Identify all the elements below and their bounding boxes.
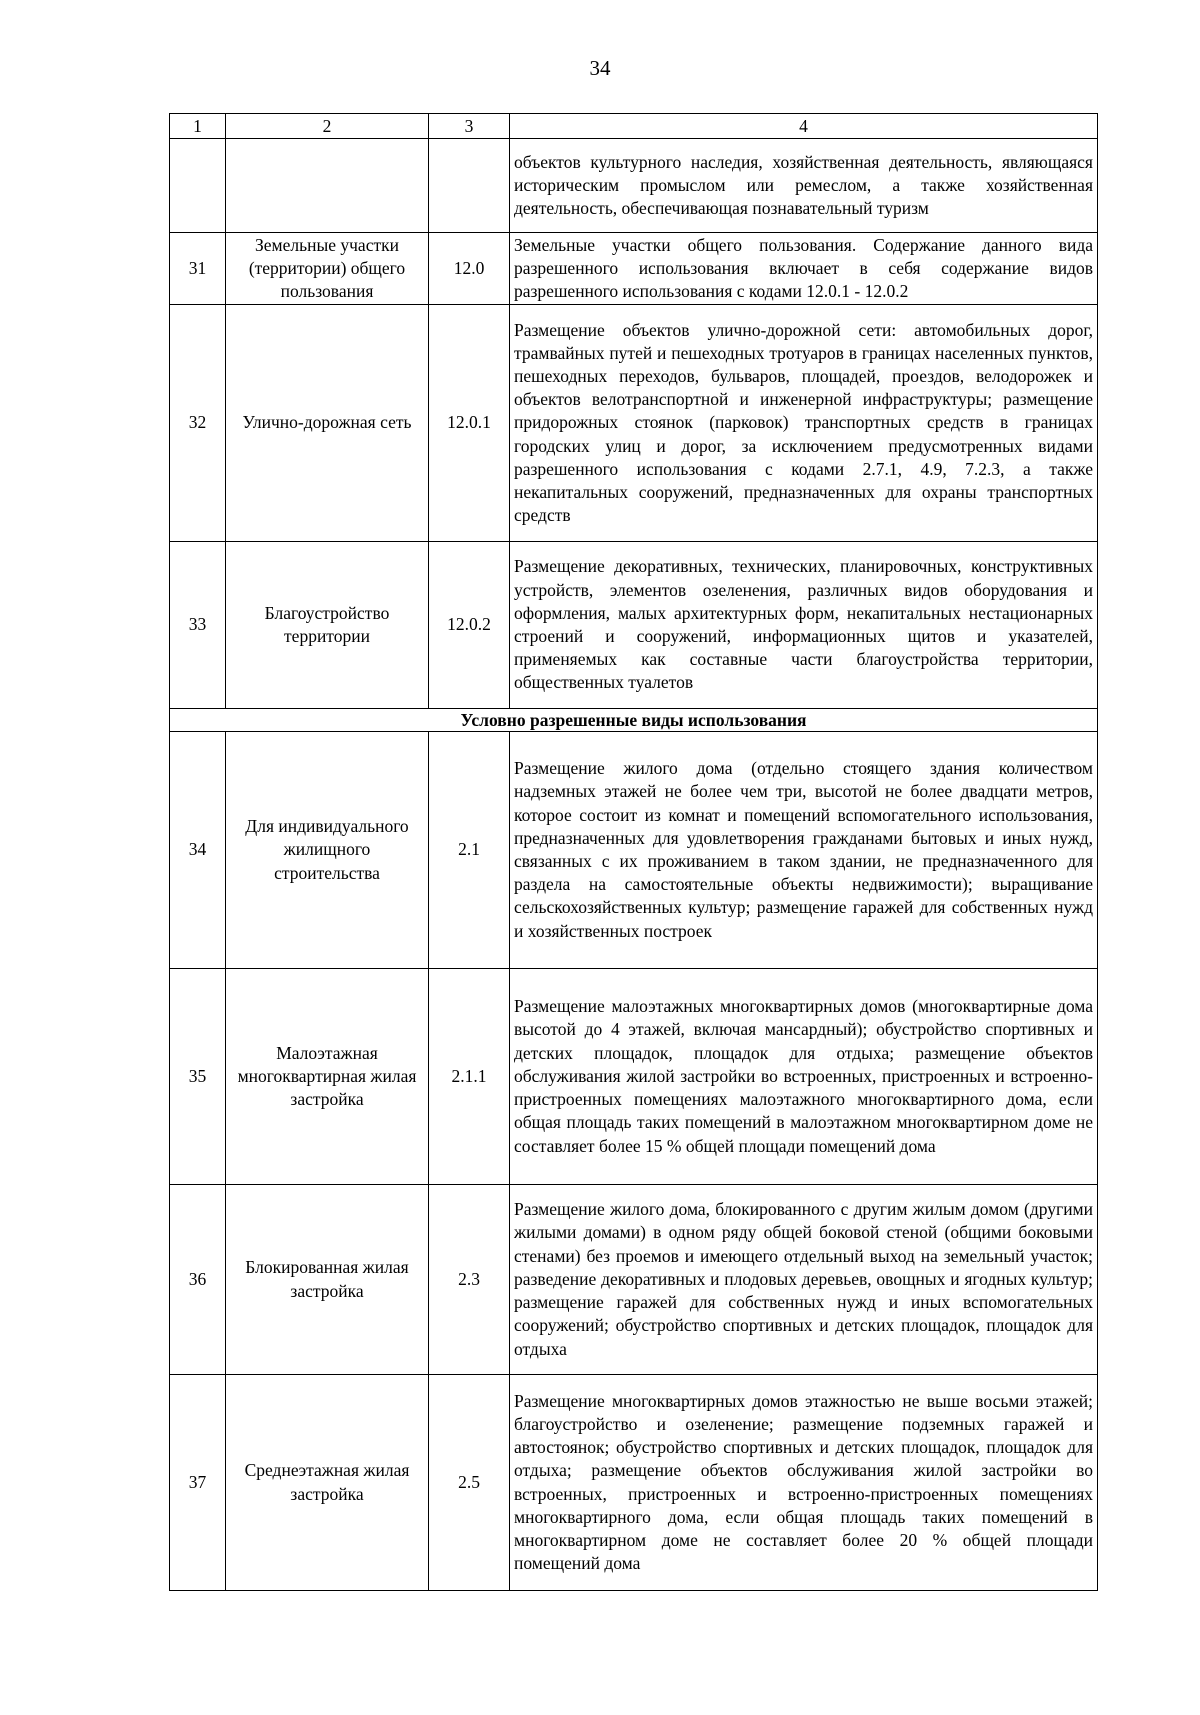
section-heading-row [170,709,1098,732]
row-number: 35 [170,969,226,1185]
use-name: Улично-дорожная сеть [226,305,429,542]
column-number-header [170,114,1098,139]
table-row [170,233,1098,305]
use-name: Малоэтажная многоквартирная жилая застройка [226,969,429,1185]
table-row [170,969,1098,1185]
use-code: 2.1.1 [429,969,510,1185]
table-row [170,732,1098,969]
table-row [170,542,1098,709]
row-number: 37 [170,1375,226,1591]
use-name: Благоустройство территории [226,542,429,709]
row-number: 31 [170,233,226,305]
table-row [170,305,1098,542]
use-code: 12.0 [429,233,510,305]
column-number-1: 1 [170,114,226,139]
use-description: Размещение жилого дома (отдельно стоящего здания количеством надземных этажей не более чем три, высотой не более двадцати метров, которое состоит из комнат и помещений вспомогательного использования, предназначенных для удовлетворения гражданами бытовых и иных нужд, связанных с их проживанием в таком здании, не предназначенного для раздела на самостоятельные объекты недвижимости); выращивание сельскохозяйственных культур; размещение гаражей для собственных нужд и хозяйственных построек [510,732,1098,969]
row-number: 34 [170,732,226,969]
row-number: 32 [170,305,226,542]
section-heading: Условно разрешенные виды использования [170,709,1098,732]
use-name: Земельные участки (территории) общего пользования [226,233,429,305]
use-description: Размещение жилого дома, блокированного с другим жилым домом (другими жилыми домами) в одном ряду общей боковой стеной (общими боковыми стенами) без проемов и имеющего отдельный выход на земельный участок; разведение декоративных и плодовых деревьев, овощных и ягодных культур; размещение гаражей для собственных нужд и иных вспомогательных сооружений; обустройство спортивных и детских площадок, площадок для отдыха [510,1185,1098,1375]
column-number-4: 4 [510,114,1098,139]
use-code [429,139,510,233]
table-row [170,139,1098,233]
use-name: Среднеэтажная жилая застройка [226,1375,429,1591]
use-code: 2.3 [429,1185,510,1375]
use-name: Блокированная жилая застройка [226,1185,429,1375]
use-code: 2.1 [429,732,510,969]
row-number [170,139,226,233]
use-name [226,139,429,233]
row-number: 36 [170,1185,226,1375]
use-code: 2.5 [429,1375,510,1591]
page-number: 34 [589,56,611,80]
column-number-3: 3 [429,114,510,139]
use-description: объектов культурного наследия, хозяйственная деятельность, являющаяся историческим промыслом или ремеслом, а также хозяйственная деятельность, обеспечивающая познавательный туризм [510,139,1098,233]
table-row [170,1375,1098,1591]
use-description: Размещение объектов улично-дорожной сети: автомобильных дорог, трамвайных путей и пешеходных тротуаров в границах населенных пунктов, пешеходных переходов, бульваров, площадей, проездов, велодорожек и объектов велотранспортной и инженерной инфраструктуры; размещение придорожных стоянок (парковок) транспортных средств в границах городских улиц и дорог, за исключением предусмотренных видами разрешенного использования с кодами 2.7.1, 4.9, 7.2.3, а также некапитальных сооружений, предназначенных для охраны транспортных средств [510,305,1098,542]
use-code: 12.0.1 [429,305,510,542]
use-code: 12.0.2 [429,542,510,709]
use-name: Для индивидуального жилищного строительства [226,732,429,969]
use-description: Размещение многоквартирных домов этажностью не выше восьми этажей; благоустройство и озеленение; размещение подземных гаражей и автостоянок; обустройство спортивных и детских площадок, площадок для отдыха; размещение объектов обслуживания жилой застройки во встроенных, пристроенных и встроенно-пристроенных помещениях многоквартирного дома, если общая площадь таких помещений в многоквартирном доме не составляет более 20 % общей площади помещений дома [510,1375,1098,1591]
use-description: Размещение декоративных, технических, планировочных, конструктивных устройств, элементов озеленения, различных видов оборудования и оформления, малых архитектурных форм, некапитальных нестационарных строений и сооружений, информационных щитов и указателей, применяемых как составные части благоустройства территории, общественных туалетов [510,542,1098,709]
use-description: Земельные участки общего пользования. Содержание данного вида разрешенного использования включает в себя содержание видов разрешенного использования с кодами 12.0.1 - 12.0.2 [510,233,1098,305]
row-number: 33 [170,542,226,709]
use-description: Размещение малоэтажных многоквартирных домов (многоквартирные дома высотой до 4 этажей, включая мансардный); обустройство спортивных и детских площадок, площадок для отдыха; размещение объектов обслуживания жилой застройки во встроенных, пристроенных и встроенно-пристроенных помещениях малоэтажного многоквартирного дома, если общая площадь таких помещений в малоэтажном многоквартирном доме не составляет более 15 % общей площади помещений дома [510,969,1098,1185]
column-number-2: 2 [226,114,429,139]
land-use-table [169,113,1098,1591]
table-row [170,1185,1098,1375]
